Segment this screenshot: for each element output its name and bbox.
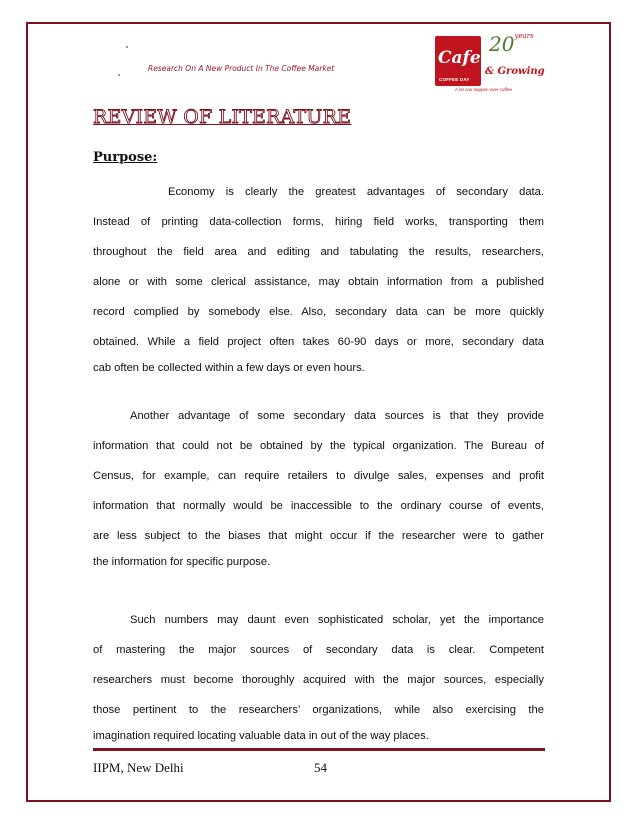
footer-rule [93, 748, 545, 751]
paragraph-line: record complied by somebody else. Also, secondary data can be more quickly [93, 306, 544, 318]
footer-institution: IIPM, New Delhi [93, 760, 184, 775]
cafe-coffee-day-logo [435, 30, 555, 98]
running-header: Research On A New Product In The Coffee Market [148, 64, 335, 73]
paragraph-line: those pertinent to the researchers’ organizations, while also exercising the [93, 704, 544, 716]
decorative-dot [126, 46, 128, 48]
logo-tagline: A lot can happen over coffee [455, 87, 512, 92]
paragraph-line: cab often be collected within a few days or even hours. [93, 362, 365, 374]
paragraph-line: Census, for example, can require retailers to divulge sales, expenses and profit [93, 470, 544, 482]
logo-years-number: 20 [489, 32, 515, 56]
logo-years-sub: years [514, 32, 534, 40]
logo-badge [435, 36, 481, 86]
logo-brand: Cafe [438, 48, 481, 68]
paragraph-line: Instead of printing data-collection forms, hiring field works, transporting them [93, 216, 544, 228]
decorative-dot [118, 74, 120, 76]
page-title: REVIEW OF LITERATURE [93, 106, 352, 128]
paragraph-line: throughout the field area and editing and tabulating the results, researchers, [93, 246, 544, 258]
paragraph-line: are less subject to the biases that might occur if the researcher were to gather [93, 530, 544, 542]
logo-growing: & Growing [485, 66, 545, 77]
paragraph-line: the information for specific purpose. [93, 556, 271, 568]
page-number: 54 [314, 760, 327, 775]
paragraph-line: researchers must become thoroughly acquired with the major sources, especially [93, 674, 544, 686]
paragraph-line: imagination required locating valuable data in out of the way places. [93, 730, 429, 742]
section-heading: Purpose: [93, 150, 158, 165]
paragraph-line: information that normally would be inaccessible to the ordinary course of events, [93, 500, 544, 512]
paragraph-line: Another advantage of some secondary data sources is that they provide [130, 410, 544, 422]
logo-brand-sub: COFFEE DAY [439, 77, 470, 82]
logo-years [489, 32, 534, 56]
paragraph-line: alone or with some clerical assistance, may obtain information from a published [93, 276, 544, 288]
paragraph-line: obtained. While a field project often takes 60-90 days or more, secondary data [93, 336, 544, 348]
paragraph-line: Such numbers may daunt even sophisticated scholar, yet the importance [130, 614, 544, 626]
paragraph-line: Economy is clearly the greatest advantages of secondary data. [168, 186, 544, 198]
paragraph-line: of mastering the major sources of secondary data is clear. Competent [93, 644, 544, 656]
paragraph-line: information that could not be obtained by the typical organization. The Bureau of [93, 440, 544, 452]
